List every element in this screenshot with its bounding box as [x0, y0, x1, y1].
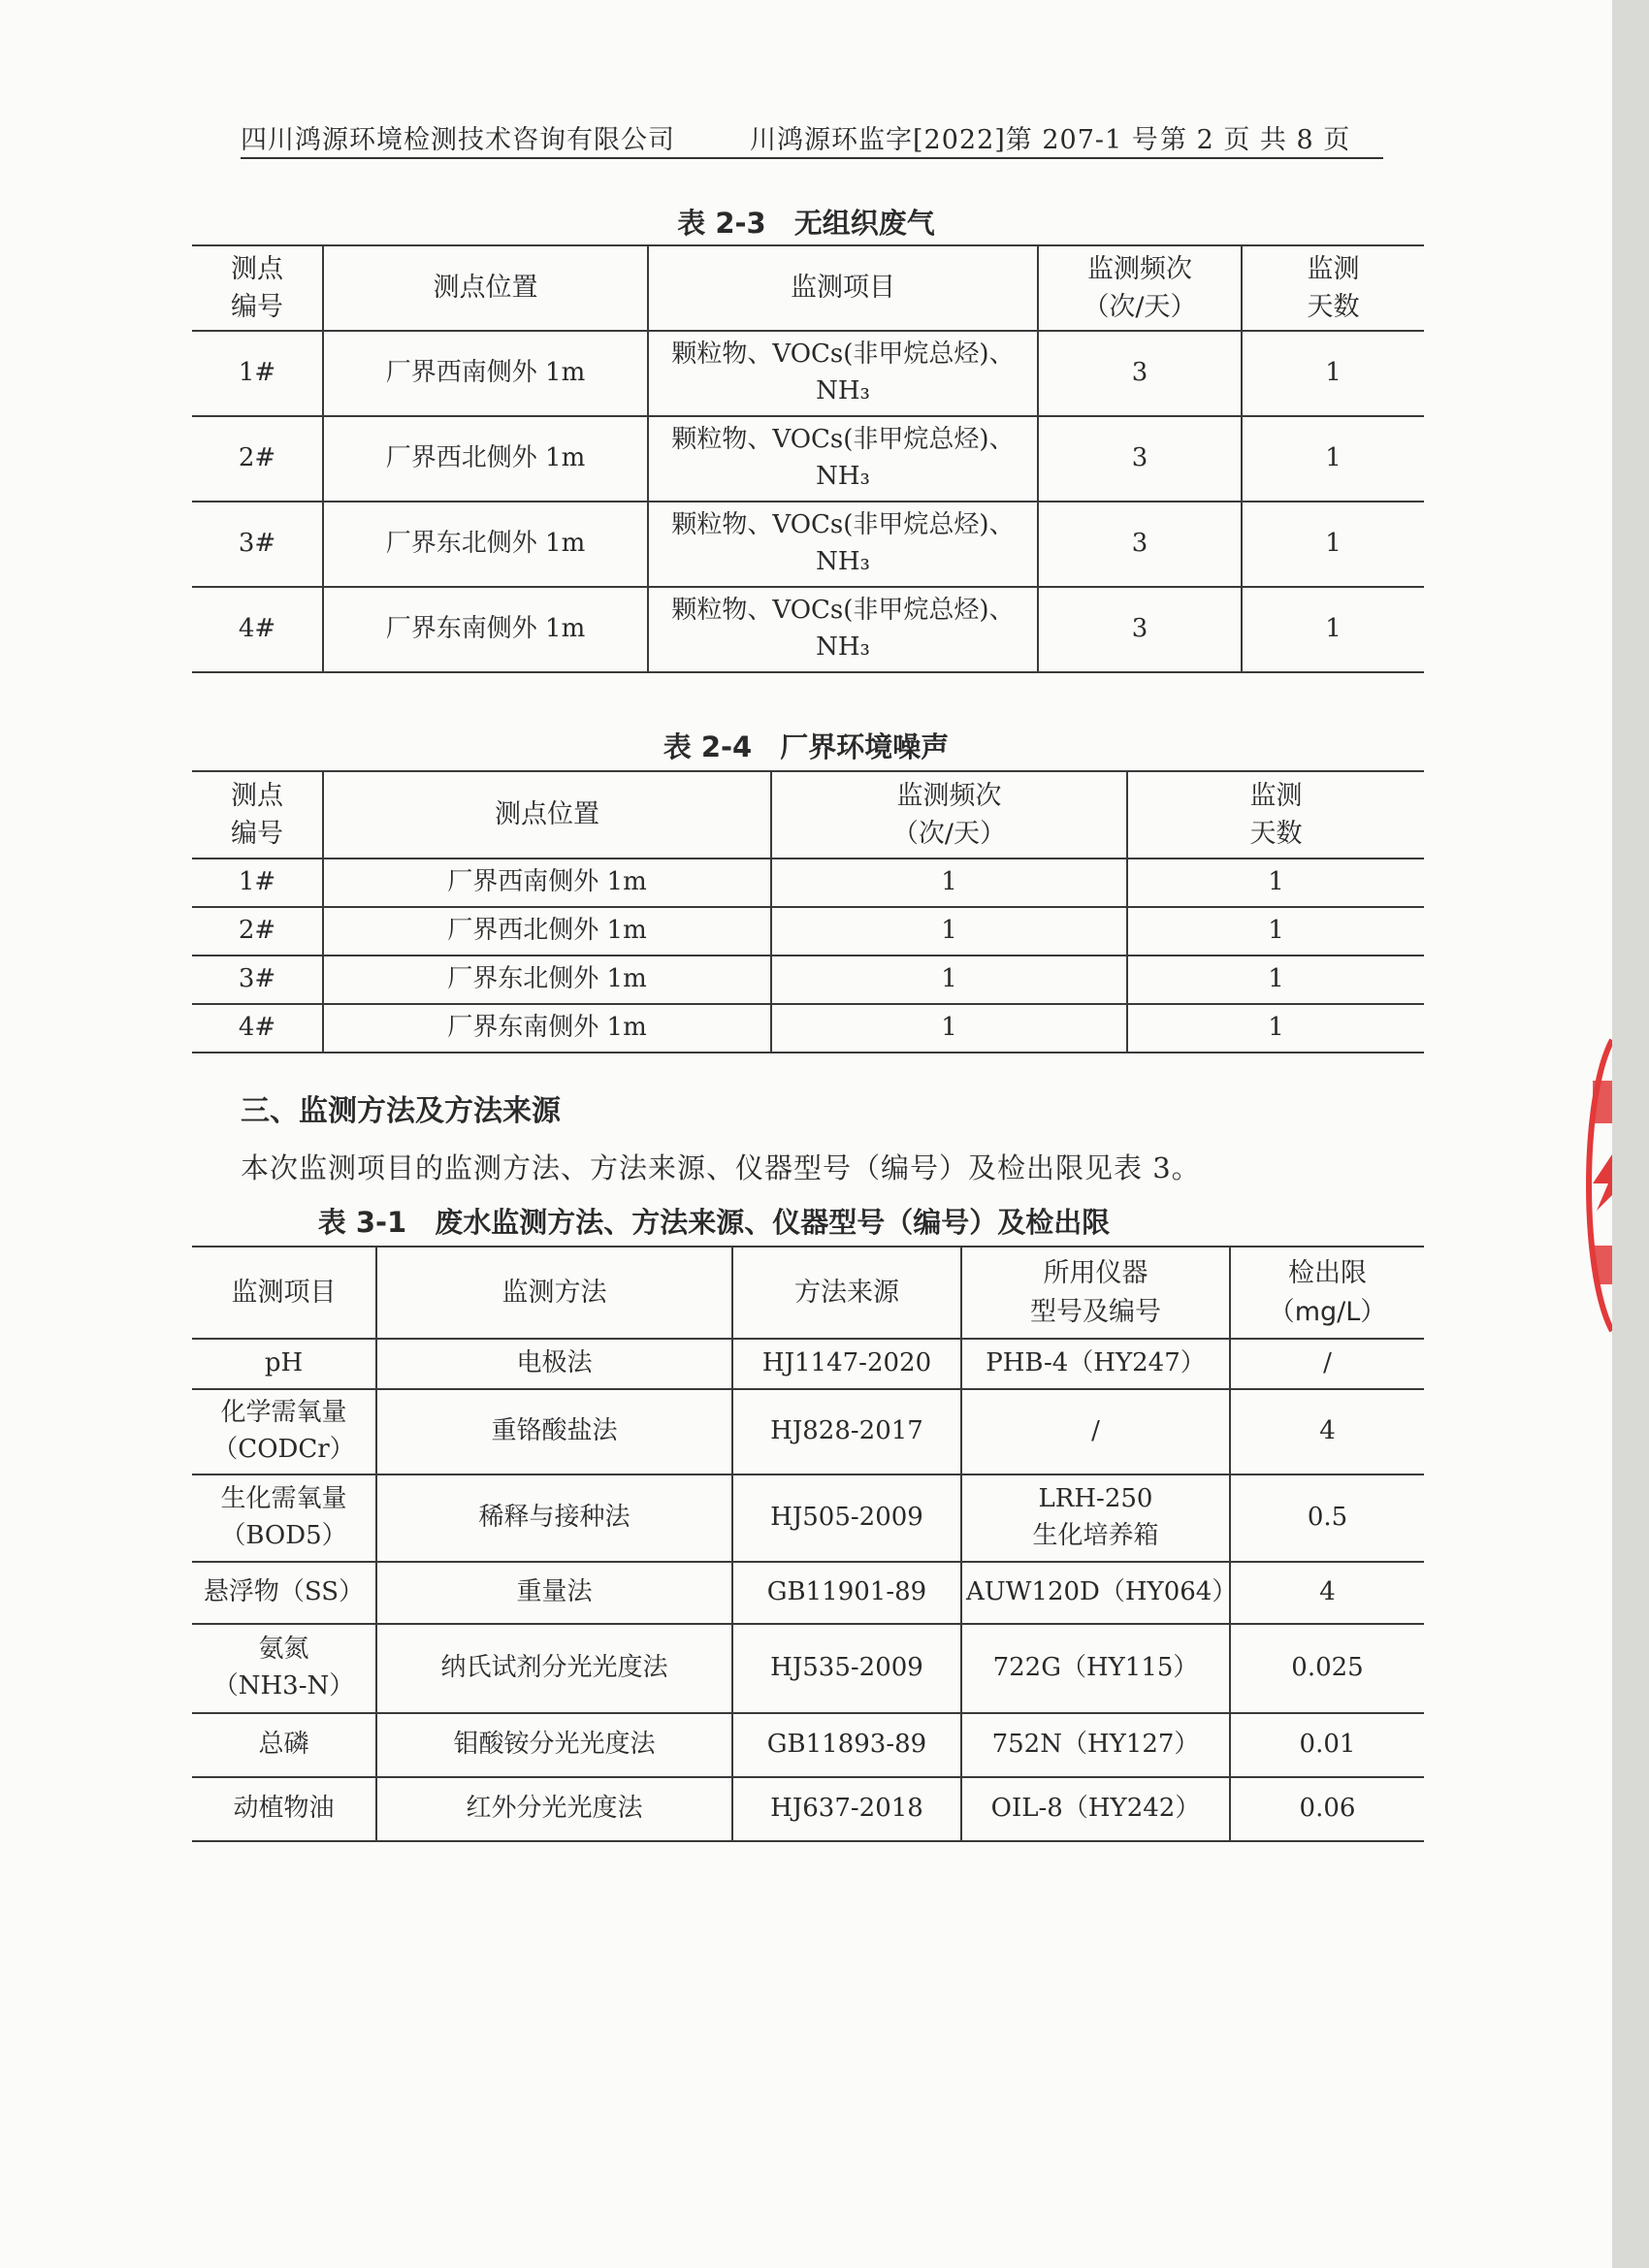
col-header-method: 监测方法 [376, 1247, 732, 1339]
cell-point-id: 3# [192, 502, 323, 587]
table-row [192, 331, 1424, 416]
col-header-frequency: 监测频次 （次/天） [771, 771, 1127, 859]
cell-location: 厂界西南侧外 1m [323, 859, 771, 907]
cell-limit: 0.025 [1230, 1624, 1424, 1713]
cell-frequency: 1 [771, 956, 1127, 1004]
cell-days: 1 [1242, 502, 1424, 587]
cell-frequency: 3 [1038, 587, 1242, 672]
col-header-location: 测点位置 [323, 245, 648, 331]
cell-source: HJ637-2018 [732, 1777, 961, 1841]
cell-instrument: OIL-8（HY242） [961, 1777, 1230, 1841]
scan-edge [1612, 0, 1649, 2268]
cell-method: 重铬酸盐法 [376, 1389, 732, 1474]
cell-frequency: 3 [1038, 416, 1242, 502]
col-header-source: 方法来源 [732, 1247, 961, 1339]
cell-days: 1 [1242, 416, 1424, 502]
cell-days: 1 [1127, 859, 1424, 907]
header-company: 四川鸿源环境检测技术咨询有限公司 [241, 125, 675, 155]
cell-point-id: 4# [192, 587, 323, 672]
cell-location: 厂界西南侧外 1m [323, 331, 648, 416]
table-row [192, 1389, 1424, 1474]
table-row [192, 1339, 1424, 1389]
cell-point-id: 2# [192, 416, 323, 502]
cell-item: 悬浮物（SS） [192, 1562, 376, 1624]
col-header-item: 监测项目 [192, 1247, 376, 1339]
table-header-row [192, 771, 1424, 859]
cell-instrument: 722G（HY115） [961, 1624, 1230, 1713]
cell-point-id: 4# [192, 1004, 323, 1053]
cell-items: 颗粒物、VOCs(非甲烷总烃)、 NH₃ [648, 331, 1038, 416]
table-row [192, 907, 1424, 956]
cell-limit: 0.01 [1230, 1713, 1424, 1777]
seal-stamp-graphic [1579, 1030, 1612, 1341]
cell-frequency: 3 [1038, 331, 1242, 416]
cell-point-id: 1# [192, 859, 323, 907]
table-row [192, 1777, 1424, 1841]
cell-limit: 0.06 [1230, 1777, 1424, 1841]
table-2-4 [192, 770, 1424, 1053]
header-page-number: 第 2 页 共 8 页 [1160, 125, 1351, 155]
cell-source: HJ505-2009 [732, 1474, 961, 1562]
cell-days: 1 [1127, 907, 1424, 956]
cell-method: 红外分光光度法 [376, 1777, 732, 1841]
col-header-items: 监测项目 [648, 245, 1038, 331]
col-header-point-id: 测点 编号 [192, 771, 323, 859]
seal-stamp [1579, 1030, 1612, 1341]
cell-limit: 0.5 [1230, 1474, 1424, 1562]
table-2-4-caption: 表 2-4 厂界环境噪声 [663, 730, 950, 763]
cell-item: 氨氮 （NH3-N） [192, 1624, 376, 1713]
cell-method: 纳氏试剂分光光度法 [376, 1624, 732, 1713]
table-2-3-caption: 表 2-3 无组织废气 [677, 207, 935, 240]
cell-days: 1 [1242, 331, 1424, 416]
table-row [192, 1004, 1424, 1053]
table-row [192, 502, 1424, 587]
table-row [192, 587, 1424, 672]
cell-location: 厂界东南侧外 1m [323, 1004, 771, 1053]
table-row [192, 416, 1424, 502]
cell-source: HJ535-2009 [732, 1624, 961, 1713]
table-row [192, 1474, 1424, 1562]
cell-days: 1 [1127, 956, 1424, 1004]
cell-location: 厂界西北侧外 1m [323, 416, 648, 502]
col-header-instrument: 所用仪器 型号及编号 [961, 1247, 1230, 1339]
table-3-1-caption: 表 3-1 废水监测方法、方法来源、仪器型号（编号）及检出限 [317, 1206, 1111, 1239]
cell-location: 厂界西北侧外 1m [323, 907, 771, 956]
col-header-days: 监测 天数 [1242, 245, 1424, 331]
cell-source: HJ828-2017 [732, 1389, 961, 1474]
cell-days: 1 [1127, 1004, 1424, 1053]
cell-method: 钼酸铵分光光度法 [376, 1713, 732, 1777]
cell-item: 生化需氧量 （BOD5） [192, 1474, 376, 1562]
cell-point-id: 2# [192, 907, 323, 956]
cell-location: 厂界东北侧外 1m [323, 502, 648, 587]
cell-instrument: / [961, 1389, 1230, 1474]
cell-point-id: 1# [192, 331, 323, 416]
cell-instrument: PHB-4（HY247） [961, 1339, 1230, 1389]
cell-frequency: 3 [1038, 502, 1242, 587]
cell-location: 厂界东北侧外 1m [323, 956, 771, 1004]
table-row [192, 1713, 1424, 1777]
table-row [192, 1562, 1424, 1624]
cell-limit: 4 [1230, 1562, 1424, 1624]
table-header-row [192, 1247, 1424, 1339]
cell-items: 颗粒物、VOCs(非甲烷总烃)、 NH₃ [648, 416, 1038, 502]
header-doc-number: 川鸿源环监字[2022]第 207-1 号 [750, 125, 1159, 155]
col-header-limit: 检出限 （mg/L） [1230, 1247, 1424, 1339]
cell-method: 重量法 [376, 1562, 732, 1624]
cell-instrument: 752N（HY127） [961, 1713, 1230, 1777]
col-header-days: 监测 天数 [1127, 771, 1424, 859]
cell-item: 总磷 [192, 1713, 376, 1777]
table-row [192, 956, 1424, 1004]
cell-item: pH [192, 1339, 376, 1389]
cell-source: HJ1147-2020 [732, 1339, 961, 1389]
cell-items: 颗粒物、VOCs(非甲烷总烃)、 NH₃ [648, 502, 1038, 587]
cell-limit: / [1230, 1339, 1424, 1389]
cell-instrument: LRH-250 生化培养箱 [961, 1474, 1230, 1562]
cell-item: 化学需氧量 （CODCr） [192, 1389, 376, 1474]
col-header-frequency: 监测频次 （次/天） [1038, 245, 1242, 331]
cell-source: GB11901-89 [732, 1562, 961, 1624]
section-3-title: 三、监测方法及方法来源 [241, 1094, 561, 1128]
table-2-3 [192, 244, 1424, 673]
table-header-row [192, 245, 1424, 331]
col-header-point-id: 测点 编号 [192, 245, 323, 331]
cell-days: 1 [1242, 587, 1424, 672]
table-3-1 [192, 1246, 1424, 1842]
cell-point-id: 3# [192, 956, 323, 1004]
cell-method: 稀释与接种法 [376, 1474, 732, 1562]
col-header-location: 测点位置 [323, 771, 771, 859]
cell-frequency: 1 [771, 907, 1127, 956]
cell-frequency: 1 [771, 859, 1127, 907]
page-header [241, 114, 1383, 159]
cell-source: GB11893-89 [732, 1713, 961, 1777]
cell-location: 厂界东南侧外 1m [323, 587, 648, 672]
cell-items: 颗粒物、VOCs(非甲烷总烃)、 NH₃ [648, 587, 1038, 672]
cell-frequency: 1 [771, 1004, 1127, 1053]
table-row [192, 1624, 1424, 1713]
cell-instrument: AUW120D（HY064） [961, 1562, 1230, 1624]
cell-limit: 4 [1230, 1389, 1424, 1474]
cell-method: 电极法 [376, 1339, 732, 1389]
cell-item: 动植物油 [192, 1777, 376, 1841]
table-row [192, 859, 1424, 907]
section-3-intro: 本次监测项目的监测方法、方法来源、仪器型号（编号）及检出限见表 3。 [241, 1151, 1201, 1184]
